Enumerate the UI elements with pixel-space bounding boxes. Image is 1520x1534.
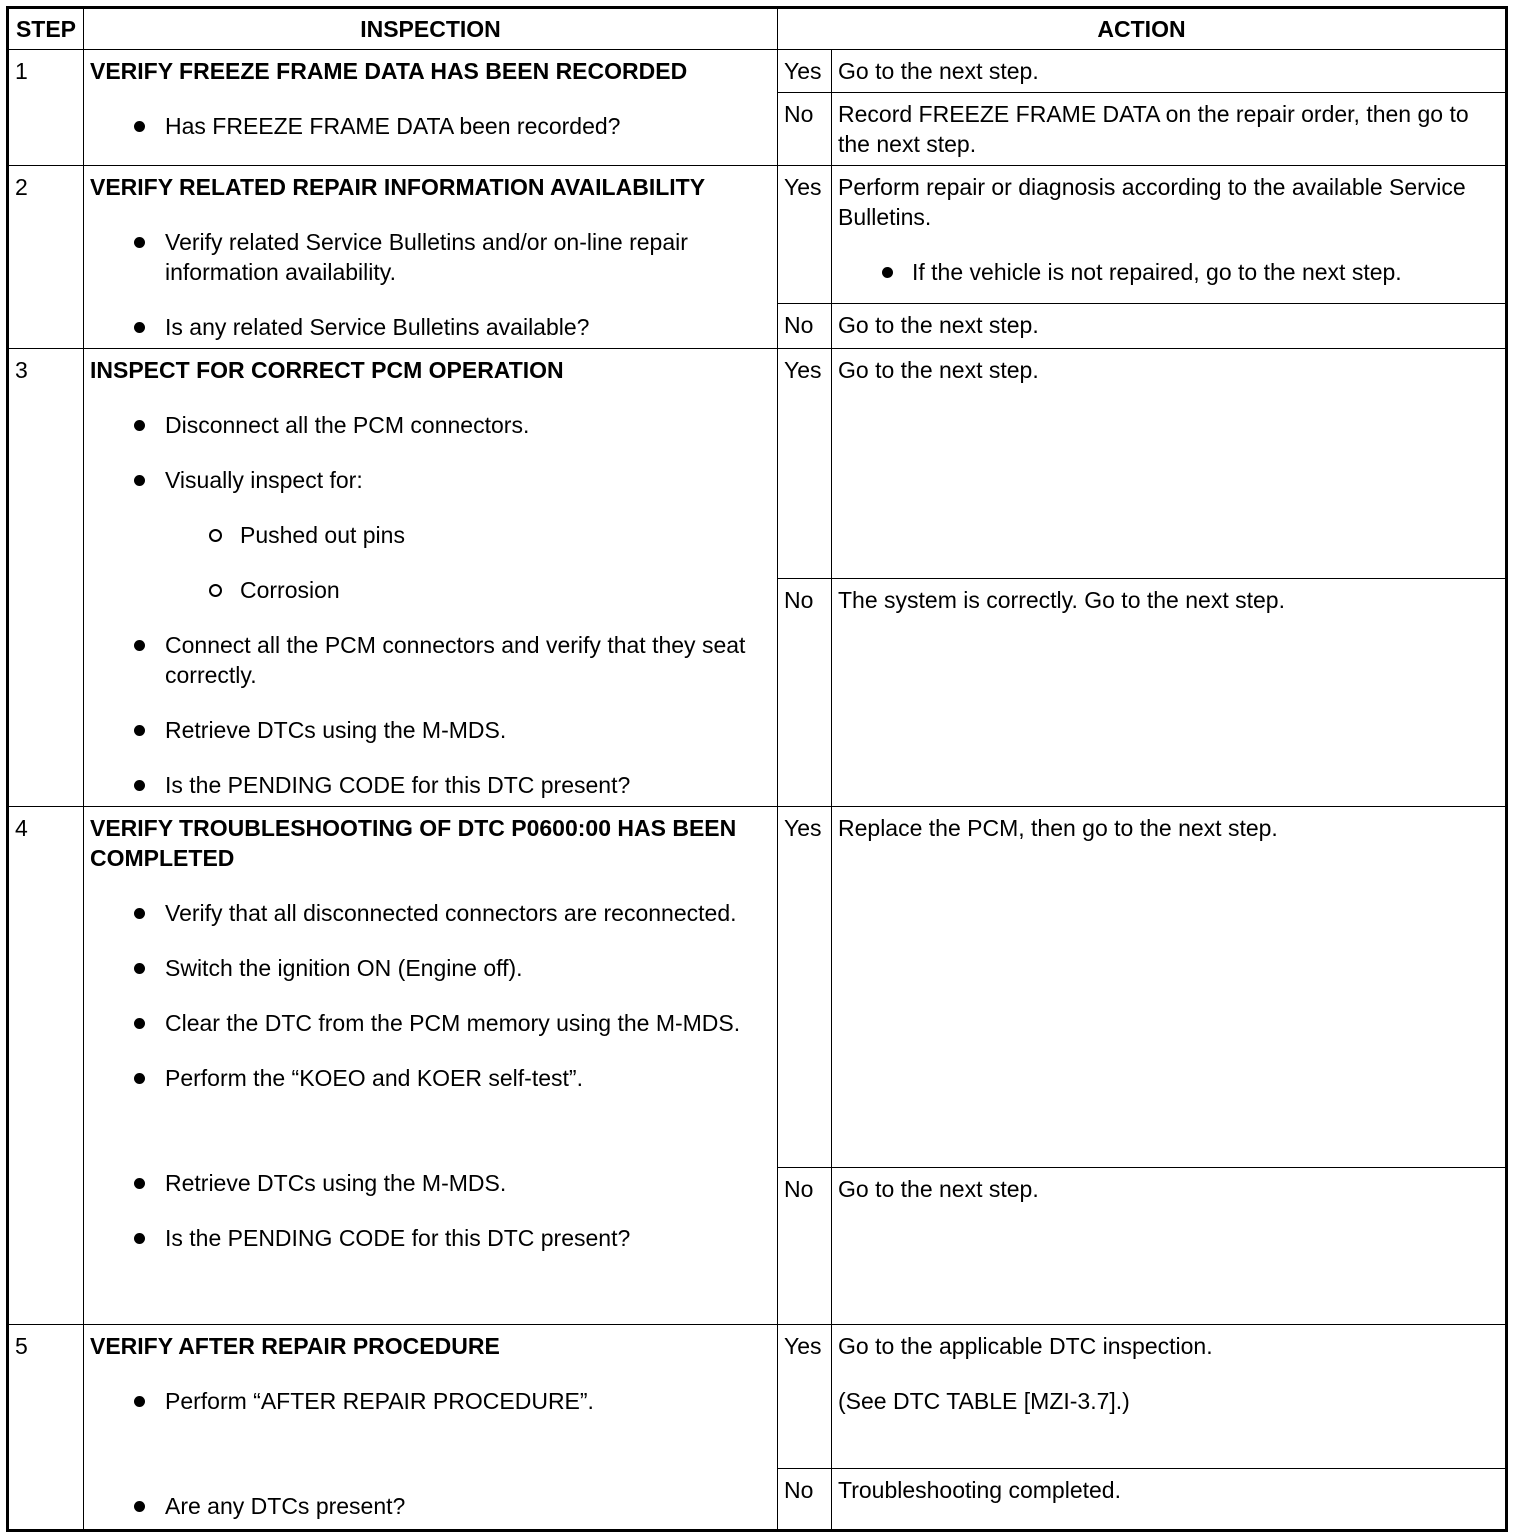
bullet-item: Verify related Service Bulletins and/or on-line repair information availability. xyxy=(90,227,771,287)
bullet-item: Has FREEZE FRAME DATA been recorded? xyxy=(90,111,771,141)
step-1-inspection xyxy=(84,50,778,166)
diagnostic-table xyxy=(6,6,1508,1532)
step-number: 1 xyxy=(8,50,84,166)
action-header: ACTION xyxy=(778,8,1507,50)
bullet-item: Verify that all disconnected connectors are reconnected. xyxy=(90,898,771,928)
yes-label: Yes xyxy=(778,50,832,93)
yes-action: Go to the next step. xyxy=(832,50,1507,93)
step-title: VERIFY TROUBLESHOOTING OF DTC P0600:00 HAS BEEN COMPLETED xyxy=(90,815,737,871)
no-action: Troubleshooting completed. xyxy=(832,1469,1507,1531)
action-reference: (See DTC TABLE [MZI-3.7].) xyxy=(838,1388,1130,1414)
step-3-yes-row xyxy=(8,349,1507,579)
yes-action xyxy=(832,166,1507,304)
step-3-inspection xyxy=(84,349,778,807)
step-1-yes-row xyxy=(8,50,1507,93)
step-5-yes-row xyxy=(8,1325,1507,1469)
step-number: 5 xyxy=(8,1325,84,1531)
step-2-inspection xyxy=(84,166,778,349)
bullet-item: Are any DTCs present? xyxy=(90,1491,771,1521)
bullet-item: Is any related Service Bulletins available? xyxy=(90,312,771,342)
no-label: No xyxy=(778,93,832,166)
step-5-inspection xyxy=(84,1325,778,1531)
spacer xyxy=(90,1093,771,1143)
bullet-item: Connect all the PCM connectors and verify that they seat correctly. xyxy=(90,630,771,690)
step-2-yes-row xyxy=(8,166,1507,304)
sub-bullet-item: Corrosion xyxy=(90,575,771,605)
step-number: 2 xyxy=(8,166,84,349)
action-bullet: If the vehicle is not repaired, go to the next step. xyxy=(838,257,1499,287)
bullet-item: Switch the ignition ON (Engine off). xyxy=(90,953,771,983)
action-text: Perform repair or diagnosis according to the available Service Bulletins. xyxy=(838,174,1466,230)
bullet-item: Is the PENDING CODE for this DTC present? xyxy=(90,770,771,800)
no-action: Record FREEZE FRAME DATA on the repair order, then go to the next step. xyxy=(832,93,1507,166)
no-label: No xyxy=(778,1469,832,1531)
no-label: No xyxy=(778,1168,832,1325)
bullet-item: Disconnect all the PCM connectors. xyxy=(90,410,771,440)
step-title: VERIFY AFTER REPAIR PROCEDURE xyxy=(90,1333,500,1359)
bullet-item: Retrieve DTCs using the M-MDS. xyxy=(90,1168,771,1198)
spacer xyxy=(90,1416,771,1466)
bullet-item: Perform the “KOEO and KOER self-test”. xyxy=(90,1063,771,1093)
step-title: VERIFY FREEZE FRAME DATA HAS BEEN RECORDED xyxy=(90,58,688,84)
step-title: VERIFY RELATED REPAIR INFORMATION AVAILABILITY xyxy=(90,174,706,200)
bullet-item: Retrieve DTCs using the M-MDS. xyxy=(90,715,771,745)
no-action: Go to the next step. xyxy=(832,1168,1507,1325)
yes-action: Replace the PCM, then go to the next step. xyxy=(832,807,1507,1168)
step-number: 3 xyxy=(8,349,84,807)
no-action: Go to the next step. xyxy=(832,303,1507,348)
step-title: INSPECT FOR CORRECT PCM OPERATION xyxy=(90,357,564,383)
no-label: No xyxy=(778,578,832,807)
bullet-item: Is the PENDING CODE for this DTC present? xyxy=(90,1223,771,1253)
yes-label: Yes xyxy=(778,349,832,579)
no-label: No xyxy=(778,303,832,348)
step-header: STEP xyxy=(8,8,84,50)
bullet-item: Perform “AFTER REPAIR PROCEDURE”. xyxy=(90,1386,771,1416)
yes-label: Yes xyxy=(778,1325,832,1469)
yes-label: Yes xyxy=(778,166,832,304)
bullet-item: Clear the DTC from the PCM memory using the M-MDS. xyxy=(90,1008,771,1038)
action-text: Go to the applicable DTC inspection. xyxy=(838,1333,1213,1359)
yes-action: Go to the next step. xyxy=(832,349,1507,579)
no-action: The system is correctly. Go to the next step. xyxy=(832,578,1507,807)
step-number: 4 xyxy=(8,807,84,1325)
inspection-header: INSPECTION xyxy=(84,8,778,50)
step-4-inspection xyxy=(84,807,778,1325)
sub-bullet-item: Pushed out pins xyxy=(90,520,771,550)
yes-label: Yes xyxy=(778,807,832,1168)
step-4-yes-row xyxy=(8,807,1507,1168)
bullet-item: Visually inspect for: xyxy=(90,465,771,495)
header-row xyxy=(8,8,1507,50)
yes-action xyxy=(832,1325,1507,1469)
